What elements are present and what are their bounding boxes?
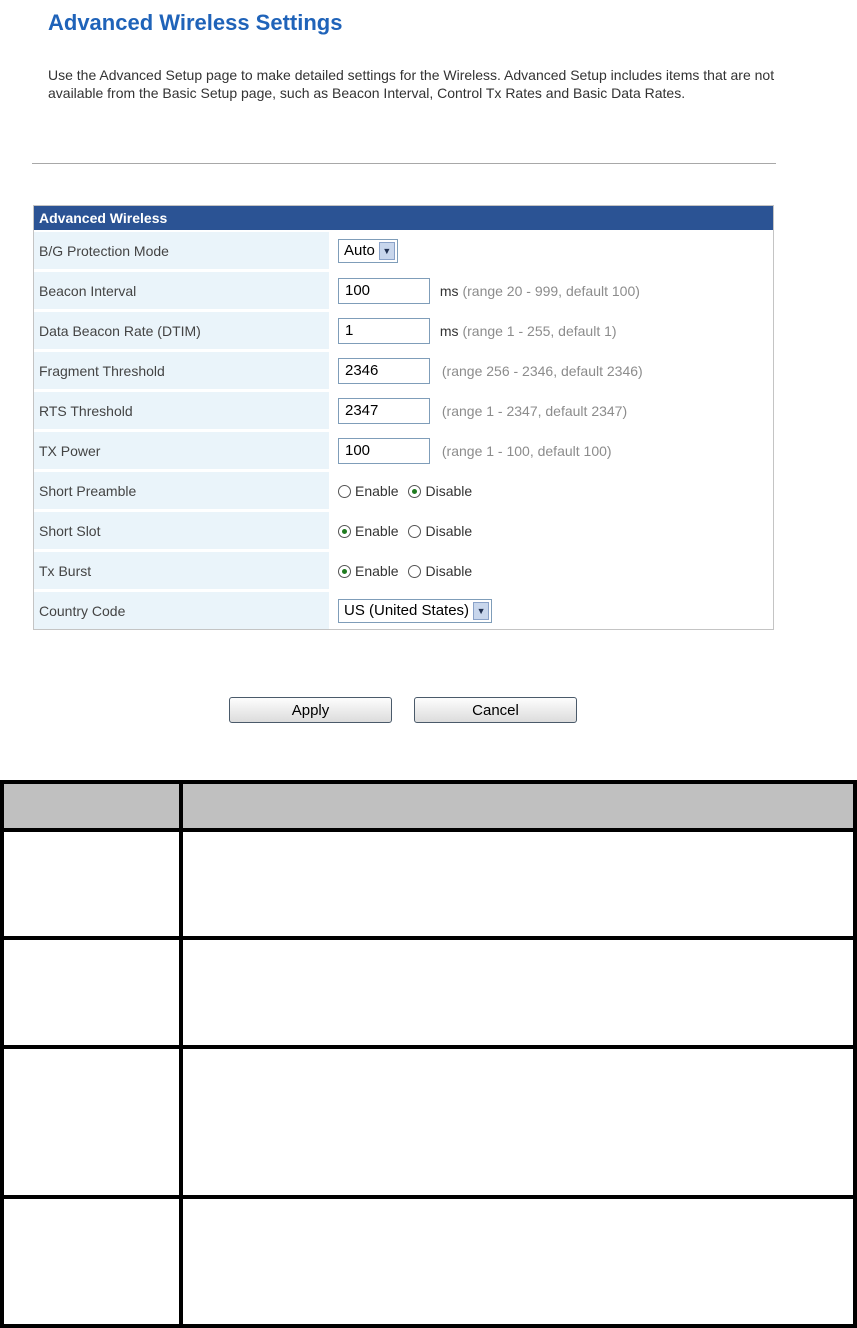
fragment-threshold-hint: (range 256 - 2346, default 2346) [441,362,643,379]
beacon-interval-hint: (range 20 - 999, default 100) [462,282,640,299]
tx-burst-enable-radio[interactable] [338,565,351,578]
row-beacon-interval [34,272,773,312]
beacon-interval-label: Beacon Interval [34,272,332,312]
tx-burst-disable-radio[interactable] [408,565,421,578]
tx-power-input[interactable]: 100 [338,438,430,464]
dtim-hint: (range 1 - 255, default 1) [462,322,617,339]
tx-burst-label: Tx Burst [34,552,332,592]
intro-text: Use the Advanced Setup page to make detailed settings for the Wireless. Advanced Setup includes items that are not available from the Basic Setup page, such as Beacon Interval, Control Tx Rates and Basic Data Rates. [48,67,775,101]
short-slot-disable-radio[interactable] [408,525,421,538]
fragment-threshold-label: Fragment Threshold [34,352,332,392]
header-cell [181,782,855,830]
row-tx-power [34,432,773,472]
short-slot-enable-label: Enable [355,523,399,540]
bg-protection-label: B/G Protection Mode [34,232,332,272]
row-short-preamble [34,472,773,512]
bg-protection-value: Auto [344,242,375,259]
row-bg-protection [34,232,773,272]
table-cell [2,1047,181,1197]
beacon-interval-input[interactable]: 100 [338,278,430,304]
tx-burst-enable-label: Enable [355,563,399,580]
table-cell [181,830,855,938]
table-cell [181,938,855,1046]
description-table-header [2,782,855,830]
chevron-down-icon[interactable]: ▼ [379,242,395,260]
table-cell [181,1047,855,1197]
table-row [2,1197,855,1326]
tx-power-hint: (range 1 - 100, default 100) [441,442,612,459]
beacon-interval-unit: ms [439,282,459,299]
table-cell [2,938,181,1046]
chevron-down-icon[interactable]: ▼ [473,602,489,620]
rts-threshold-label: RTS Threshold [34,392,332,432]
row-short-slot [34,512,773,552]
dtim-unit: ms [439,322,459,339]
fragment-threshold-input[interactable]: 2346 [338,358,430,384]
section-header: Advanced Wireless [34,206,773,232]
table-cell [2,830,181,938]
row-tx-burst [34,552,773,592]
bg-protection-select[interactable] [338,239,398,263]
table-row [2,1047,855,1197]
short-slot-enable-radio[interactable] [338,525,351,538]
page-title: Advanced Wireless Settings [48,10,343,35]
row-country-code [34,592,773,629]
table-cell [2,1197,181,1326]
country-code-label: Country Code [34,592,332,629]
row-fragment-threshold [34,352,773,392]
tx-power-label: TX Power [34,432,332,472]
cancel-button[interactable]: Cancel [414,697,577,723]
dtim-input[interactable]: 1 [338,318,430,344]
short-preamble-enable-label: Enable [355,483,399,500]
header-cell [2,782,181,830]
short-preamble-enable-radio[interactable] [338,485,351,498]
description-table [0,780,857,1328]
table-row [2,938,855,1046]
rts-threshold-input[interactable]: 2347 [338,398,430,424]
short-slot-label: Short Slot [34,512,332,552]
table-cell [181,1197,855,1326]
short-slot-disable-label: Disable [425,523,473,540]
divider [32,163,776,164]
dtim-label: Data Beacon Rate (DTIM) [34,312,332,352]
short-preamble-disable-label: Disable [425,483,473,500]
short-preamble-label: Short Preamble [34,472,332,512]
country-code-select[interactable] [338,599,492,623]
row-dtim [34,312,773,352]
table-row [2,830,855,938]
rts-threshold-hint: (range 1 - 2347, default 2347) [441,402,628,419]
country-code-value: US (United States) [344,602,470,619]
apply-button[interactable]: Apply [229,697,392,723]
tx-burst-disable-label: Disable [425,563,473,580]
short-preamble-disable-radio[interactable] [408,485,421,498]
row-rts-threshold [34,392,773,432]
advanced-wireless-table [33,205,774,630]
